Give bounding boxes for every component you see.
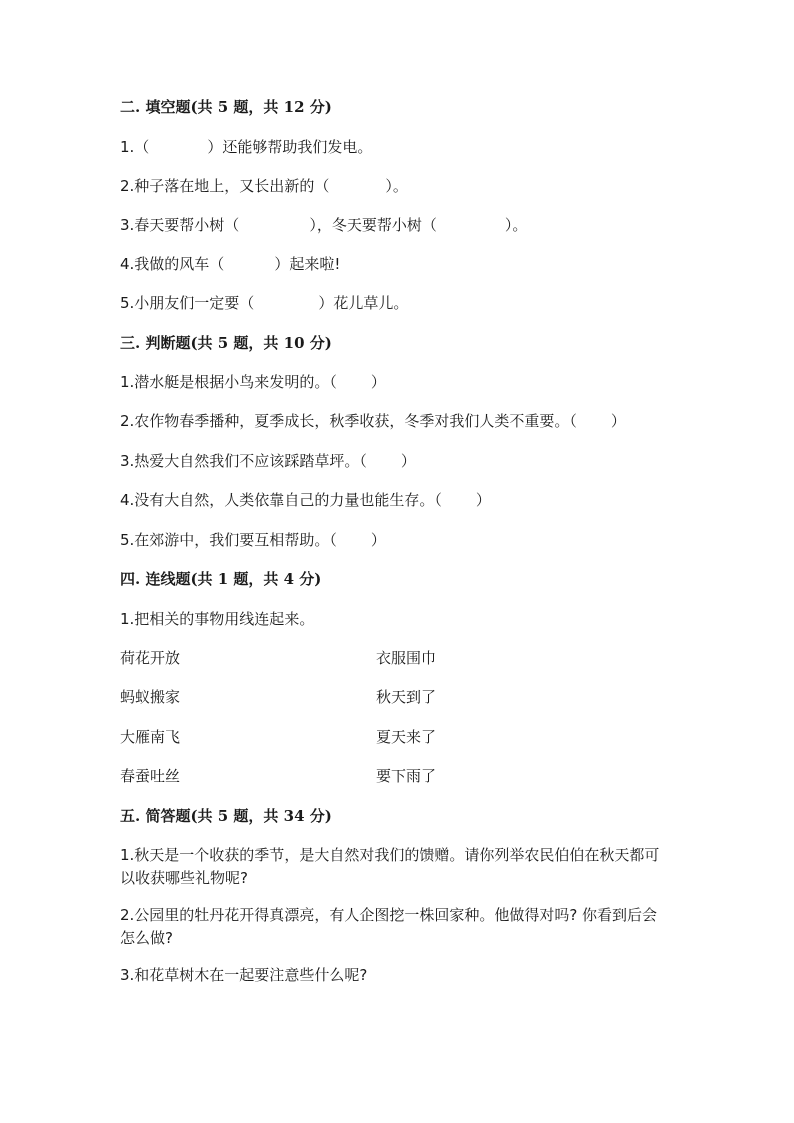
short-answer-question-1: 1.秋天是一个收获的季节，是大自然对我们的馈赠。请你列举农民伯伯在秋天都可以收获哪些礼物呢? [120, 846, 660, 887]
fill-blank-question-4 [120, 253, 340, 275]
fill-blank-question-1 [120, 136, 372, 158]
match-right-item[interactable]: 秋天到了 [376, 688, 437, 706]
short-answer-question-2: 2.公园里的牡丹花开得真漂亮，有人企图挖一株回家种。他做得对吗? 你看到后会怎么做? [120, 906, 658, 947]
q-text-after: ）花儿草儿。 [318, 294, 409, 312]
q-text-after: ）起来啦! [274, 255, 341, 273]
q-text-after: ） [475, 491, 491, 509]
q-text-after: ） [610, 412, 626, 430]
match-left-item[interactable]: 大雁南飞 [120, 728, 181, 746]
q-text-before: 5.小朋友们一定要（ [120, 294, 255, 312]
match-left-item[interactable]: 春蚕吐丝 [120, 767, 181, 785]
q-text-after: ） [400, 452, 416, 470]
true-false-question-2 [120, 410, 626, 432]
fill-blank-question-3 [120, 214, 527, 236]
true-false-question-3 [120, 450, 416, 472]
true-false-question-1 [120, 371, 386, 393]
true-false-question-5 [120, 529, 386, 551]
match-right-item[interactable]: 夏天来了 [376, 728, 437, 746]
match-right-item[interactable]: 衣服围巾 [376, 649, 437, 667]
fill-blank-question-2 [120, 175, 408, 197]
q-text-before: 2.农作物春季播种，夏季成长，秋季收获，冬季对我们人类不重要。（ [120, 412, 577, 430]
matching-instruction: 1.把相关的事物用线连起来。 [120, 610, 315, 628]
q-text-after: ） [370, 531, 386, 549]
q-text-before: 5.在郊游中，我们要互相帮助。（ [120, 531, 337, 549]
q-text-before: 3.春天要帮小树（ [120, 216, 240, 234]
short-answer-question-3: 3.和花草树木在一起要注意些什么呢? [120, 966, 368, 984]
q-text-after: ）。 [504, 216, 528, 234]
q-text-before: 4.没有大自然，人类依靠自己的力量也能生存。（ [120, 491, 442, 509]
q-text-middle: ），冬天要帮小树（ [309, 216, 437, 234]
q-text-before: 4.我做的风车（ [120, 255, 225, 273]
match-right-item[interactable]: 要下雨了 [376, 767, 437, 785]
q-text-after: ） [370, 373, 386, 391]
true-false-question-4 [120, 489, 491, 511]
match-left-item[interactable]: 蚂蚁搬家 [120, 688, 181, 706]
section-2-title: 二. 填空题(共 5 题，共 12 分) [120, 98, 332, 116]
q-text-after: ）。 [385, 177, 408, 195]
q-text-after: ）还能够帮助我们发电。 [207, 138, 373, 156]
section-3-title: 三. 判断题(共 5 题，共 10 分) [120, 334, 332, 352]
q-text-before: 1.（ [120, 138, 150, 156]
section-4-title: 四. 连线题(共 1 题，共 4 分) [120, 570, 322, 588]
section-5-title: 五. 简答题(共 5 题，共 34 分) [120, 807, 332, 825]
fill-blank-question-5 [120, 292, 408, 314]
q-text-before: 1.潜水艇是根据小鸟来发明的。（ [120, 373, 337, 391]
match-left-item[interactable]: 荷花开放 [120, 649, 181, 667]
q-text-before: 2.种子落在地上，又长出新的（ [120, 177, 330, 195]
q-text-before: 3.热爱大自然我们不应该踩踏草坪。（ [120, 452, 367, 470]
